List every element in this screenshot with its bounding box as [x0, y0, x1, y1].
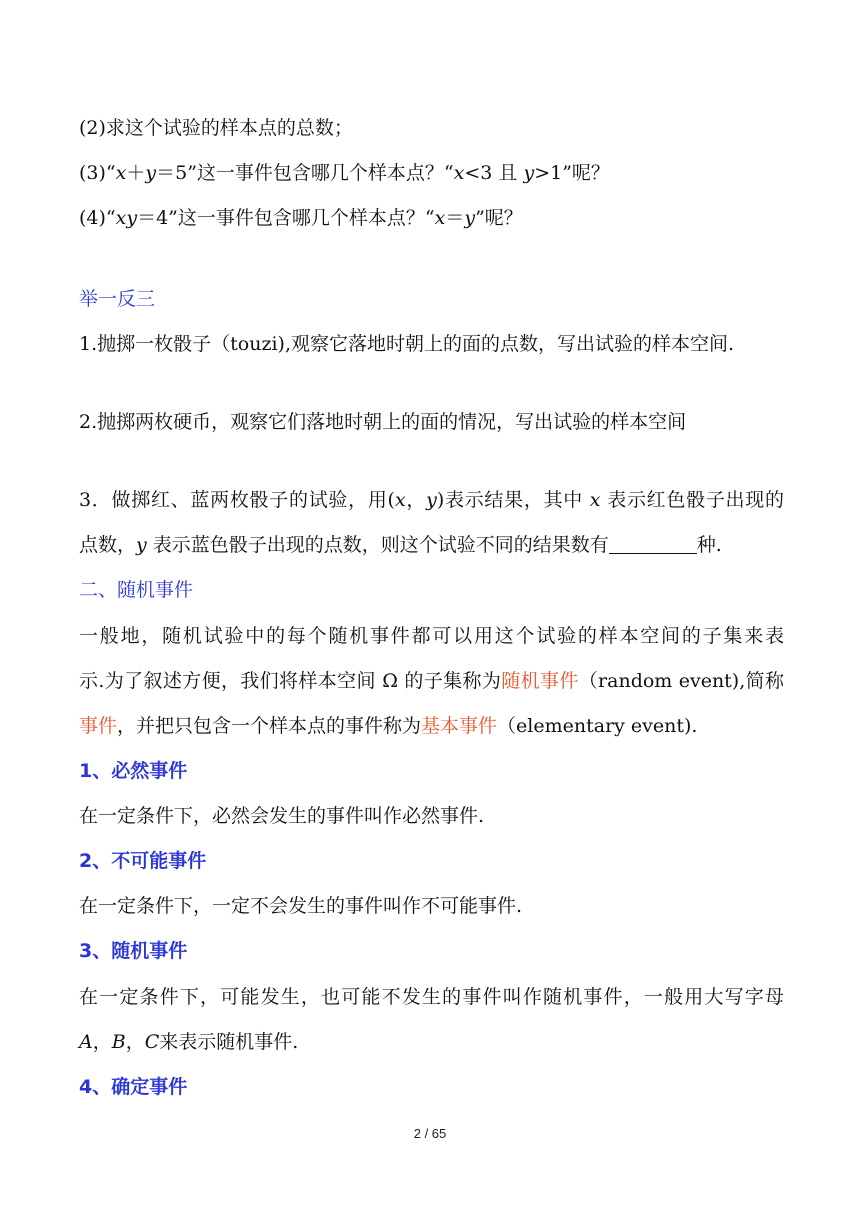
- text-certain-event: 在一定条件下，必然会发生的事件叫作必然事件.: [79, 805, 485, 827]
- intro-line-2: [79, 669, 784, 693]
- separator: ，: [92, 1031, 112, 1053]
- var-y: y: [464, 207, 476, 229]
- heading-impossible-event: 2、不可能事件: [79, 850, 207, 872]
- intro-line-3: [79, 714, 784, 738]
- var-x: x: [589, 489, 601, 511]
- practice-1: 1.抛掷一枚骰子（touzi),观察它落地时朝上的面的点数，写出试验的样本空间.: [79, 333, 735, 355]
- letter-b: B: [111, 1031, 126, 1053]
- q3-text: ＝5”这一事件包含哪几个样本点？“: [156, 162, 454, 184]
- var-y: y: [426, 489, 437, 511]
- q3-text: ＋: [126, 162, 146, 184]
- text-random-event: 在一定条件下，可能发生，也可能不发生的事件叫作随机事件，一般用大写字母: [79, 986, 784, 1008]
- intro-text: 示.为了叙述方便，我们将样本空间 Ω 的子集称为: [79, 670, 502, 692]
- var-y: y: [136, 534, 147, 556]
- p3-text: ，: [405, 489, 427, 511]
- var-x: x: [394, 489, 406, 511]
- intro-line-1: 一般地，随机试验中的每个随机事件都可以用这个试验的样本空间的子集来表: [79, 625, 784, 647]
- question-3: [79, 161, 784, 185]
- p3-text: )表示结果，其中: [436, 489, 590, 511]
- practice-2: 2.抛掷两枚硬币，观察它们落地时朝上的面的情况，写出试验的样本空间: [79, 411, 687, 433]
- p3-text: 3．做掷红、蓝两枚骰子的试验，用(: [79, 489, 395, 511]
- separator: ，: [125, 1031, 145, 1053]
- term-random-event: 随机事件: [501, 670, 579, 692]
- var-x: x: [434, 207, 446, 229]
- term-elementary-event: 基本事件: [421, 715, 498, 737]
- p3-text: 表示红色骰子出现的: [600, 489, 784, 511]
- p3-text: 表示蓝色骰子出现的点数，则这个试验不同的结果数有: [146, 534, 609, 556]
- t3-text: 来表示随机事件.: [159, 1031, 299, 1053]
- q3-text: >1”呢？: [534, 162, 610, 184]
- section-2-title: 二、随机事件: [79, 579, 194, 601]
- intro-text: ，并把只包含一个样本点的事件称为: [117, 715, 422, 737]
- var-y: y: [145, 162, 157, 184]
- question-2: (2)求这个试验的样本点的总数；: [79, 117, 353, 139]
- q4-text: ＝: [445, 207, 465, 229]
- practice-3-line-1: [79, 488, 784, 512]
- q3-text: <3 且: [464, 162, 524, 184]
- p3-text: 点数，: [79, 534, 137, 556]
- answer-blank: [609, 535, 697, 554]
- heading-certain-event: 1、必然事件: [79, 760, 188, 782]
- p3-text: 种.: [696, 534, 722, 556]
- question-4: [79, 206, 784, 230]
- intro-text: （elementary event).: [497, 715, 698, 737]
- practice-heading: 举一反三: [79, 288, 156, 310]
- intro-text: （random event),简称: [578, 670, 784, 692]
- text-random-event-2: [79, 1030, 784, 1054]
- q4-text: (4)“: [79, 207, 116, 229]
- letter-c: C: [144, 1031, 160, 1053]
- var-x: x: [453, 162, 465, 184]
- heading-determined-event: 4、确定事件: [79, 1076, 188, 1098]
- q3-text: (3)“: [79, 162, 116, 184]
- q4-text: ”呢？: [475, 207, 523, 229]
- q4-text: ＝4”这一事件包含哪几个样本点？“: [137, 207, 435, 229]
- var-x: x: [115, 162, 127, 184]
- letter-a: A: [79, 1031, 93, 1053]
- var-xy: xy: [115, 207, 138, 229]
- text-impossible-event: 在一定条件下，一定不会发生的事件叫作不可能事件.: [79, 895, 523, 917]
- term-event: 事件: [79, 715, 118, 737]
- heading-random-event: 3、随机事件: [79, 940, 188, 962]
- practice-3-line-2: [79, 533, 784, 557]
- page-number: 2 / 65: [413, 1126, 447, 1141]
- var-y: y: [523, 162, 535, 184]
